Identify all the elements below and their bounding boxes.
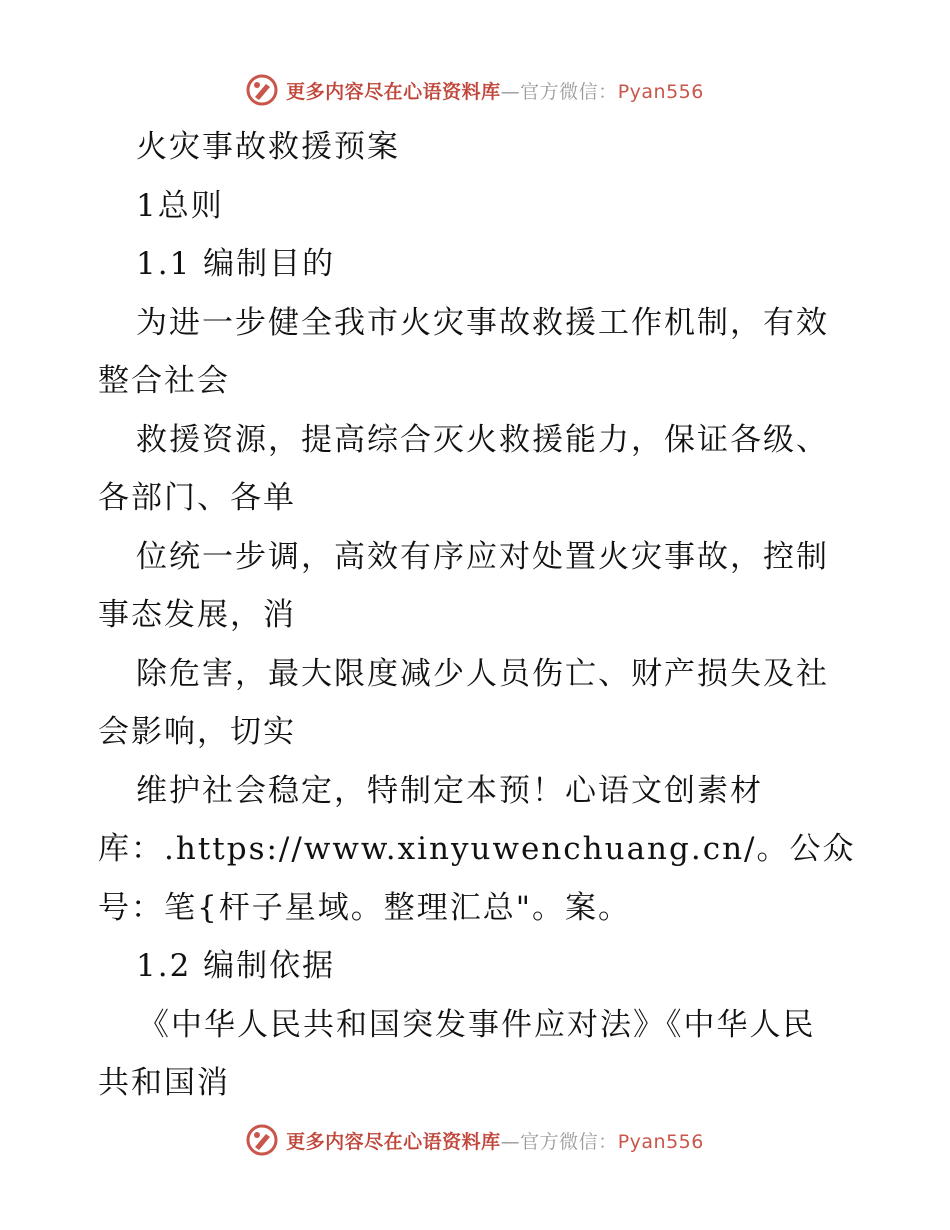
footer-brand-text: 更多内容尽在心语资料库: [286, 1130, 501, 1153]
footer-wechat-id: Pyan556: [617, 1130, 704, 1153]
paragraph-line: 整合社会: [98, 363, 230, 399]
paragraph-line: 事态发展，消: [98, 597, 296, 633]
footer-wechat-label: 官方微信：: [520, 1130, 618, 1153]
footer-banner-text: [286, 1127, 704, 1154]
pen-logo-icon: [246, 74, 278, 106]
subsection-heading: 1.2 编制依据: [136, 948, 336, 984]
paragraph-line: 除危害，最大限度减少人员伤亡、财产损失及社: [136, 655, 829, 692]
header-wechat-label: 官方微信：: [520, 80, 618, 103]
paragraph-line: 位统一步调，高效有序应对处置火灾事故，控制: [136, 538, 829, 575]
header-banner: [0, 70, 950, 110]
document-title: 火灾事故救援预案: [136, 129, 400, 165]
paragraph-line: 会影响，切实: [98, 714, 296, 750]
header-wechat-id: Pyan556: [617, 80, 704, 103]
footer-dash: —: [500, 1130, 521, 1153]
header-brand-text: 更多内容尽在心语资料库: [286, 80, 501, 103]
paragraph-line: 号：笔{杆子星域。整理汇总"。案。: [98, 889, 631, 926]
subsection-heading: 1.1 编制目的: [136, 246, 336, 282]
section-heading: 1总则: [136, 187, 224, 224]
paragraph-line: 共和国消: [98, 1065, 230, 1101]
footer-banner: [0, 1120, 950, 1160]
paragraph-line: 《中华人民共和国突发事件应对法》《中华人民: [138, 1006, 816, 1043]
header-banner-text: [286, 77, 704, 104]
document-body: [98, 118, 858, 1113]
paragraph-line: 救援资源，提高综合灭火救援能力，保证各级、: [136, 421, 829, 458]
paragraph-line: 维护社会稳定，特制定本预！心语文创素材: [136, 772, 763, 809]
header-dash: —: [500, 80, 521, 103]
paragraph-line: 库：.https://www.xinyuwenchuang.cn/。公众: [98, 831, 856, 867]
pen-logo-icon: [246, 1124, 278, 1156]
paragraph-line: 各部门、各单: [98, 480, 296, 516]
paragraph-line: 为进一步健全我市火灾事故救援工作机制，有效: [136, 304, 829, 341]
